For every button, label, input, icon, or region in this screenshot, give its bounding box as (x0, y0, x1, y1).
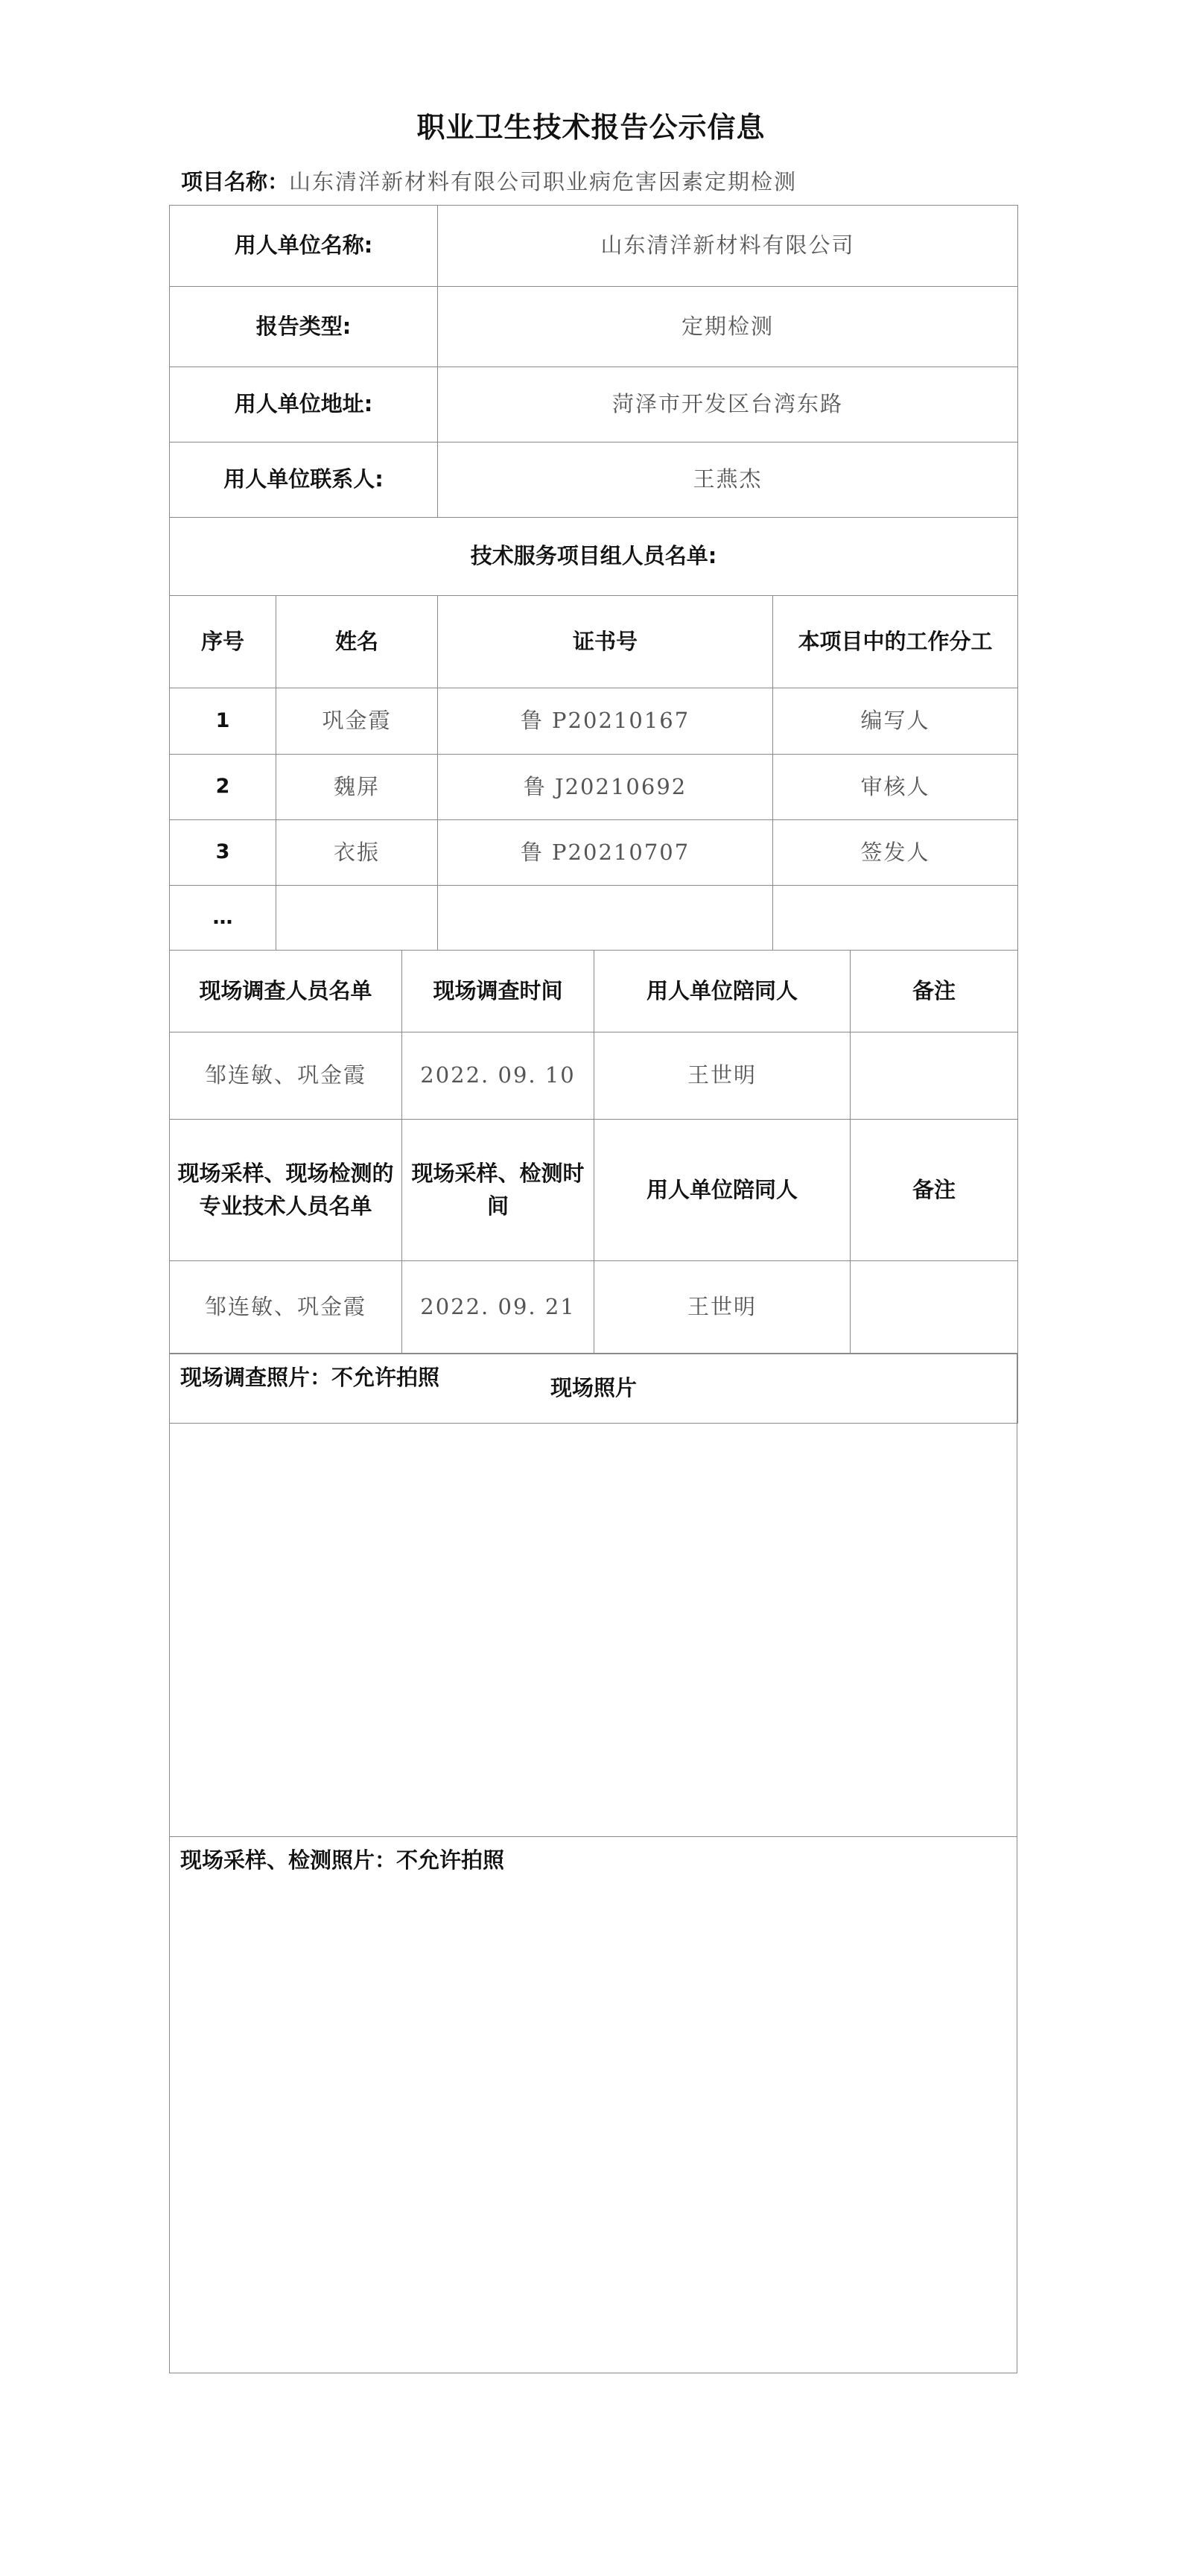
survey-staff-value: 邹连敏、巩金霞 (170, 1032, 402, 1120)
info-row (170, 206, 1018, 287)
photos-heading: 现场照片 (170, 1354, 1018, 1424)
sampling-header-row (170, 1120, 1018, 1261)
survey-remark-header: 备注 (851, 951, 1018, 1032)
col-header-role: 本项目中的工作分工 (773, 596, 1018, 688)
survey-time-value: 2022. 09. 10 (402, 1032, 594, 1120)
row-name: 巩金霞 (276, 688, 438, 755)
sampling-time-value: 2022. 09. 21 (402, 1261, 594, 1354)
photos-table (169, 1354, 1017, 2373)
sampling-photo-box: 现场采样、检测照片：不允许拍照 (170, 1837, 1017, 2373)
team-heading-row (170, 518, 1018, 596)
survey-escort-value: 王世明 (594, 1032, 851, 1120)
table-row (170, 886, 1018, 951)
report-type-label: 报告类型: (170, 287, 438, 367)
row-index: 1 (170, 688, 276, 755)
col-header-index: 序号 (170, 596, 276, 688)
employer-contact-label: 用人单位联系人: (170, 442, 438, 518)
row-role: 编写人 (773, 688, 1018, 755)
row-certificate: 鲁 P20210167 (438, 688, 773, 755)
table-row (170, 820, 1018, 886)
survey-remark-value (851, 1032, 1018, 1120)
info-team-table (169, 205, 1018, 951)
project-name-value: 山东清洋新材料有限公司职业病危害因素定期检测 (289, 169, 798, 194)
table-row (170, 755, 1018, 820)
row-certificate: 鲁 P20210707 (438, 820, 773, 886)
info-row (170, 367, 1018, 442)
row-name: 魏屏 (276, 755, 438, 820)
sampling-photo-row (170, 1837, 1017, 2373)
employer-address-value: 菏泽市开发区台湾东路 (438, 367, 1018, 442)
row-index: … (170, 886, 276, 951)
survey-sampling-table (169, 950, 1018, 1424)
col-header-name: 姓名 (276, 596, 438, 688)
report-type-value: 定期检测 (438, 287, 1018, 367)
document-title: 职业卫生技术报告公示信息 (416, 111, 766, 144)
sampling-escort-value: 王世明 (594, 1261, 851, 1354)
survey-photo-row (170, 1354, 1017, 1837)
row-role: 审核人 (773, 755, 1018, 820)
project-name-label: 项目名称： (181, 169, 290, 194)
survey-time-header: 现场调查时间 (402, 951, 594, 1032)
employer-name-label: 用人单位名称: (170, 206, 438, 287)
sampling-time-header: 现场采样、检测时间 (402, 1120, 594, 1261)
row-name (276, 886, 438, 951)
survey-photo-box: 现场调查照片：不允许拍照 (170, 1354, 1017, 1837)
row-certificate: 鲁 J20210692 (438, 755, 773, 820)
row-role: 签发人 (773, 820, 1018, 886)
row-role (773, 886, 1018, 951)
employer-address-label: 用人单位地址: (170, 367, 438, 442)
sampling-staff-header: 现场采样、现场检测的专业技术人员名单 (170, 1120, 402, 1261)
project-name (181, 165, 797, 196)
info-row (170, 442, 1018, 518)
team-header-row (170, 596, 1018, 688)
sampling-staff-value: 邹连敏、巩金霞 (170, 1261, 402, 1354)
survey-data-row (170, 1032, 1018, 1120)
sampling-remark-value (851, 1261, 1018, 1354)
team-heading: 技术服务项目组人员名单: (170, 518, 1018, 596)
info-row (170, 287, 1018, 367)
employer-contact-value: 王燕杰 (438, 442, 1018, 518)
employer-name-value: 山东清洋新材料有限公司 (438, 206, 1018, 287)
sampling-data-row (170, 1261, 1018, 1354)
row-index: 2 (170, 755, 276, 820)
survey-staff-header: 现场调查人员名单 (170, 951, 402, 1032)
row-index: 3 (170, 820, 276, 886)
survey-escort-header: 用人单位陪同人 (594, 951, 851, 1032)
table-row (170, 688, 1018, 755)
sampling-remark-header: 备注 (851, 1120, 1018, 1261)
col-header-certificate: 证书号 (438, 596, 773, 688)
survey-header-row (170, 951, 1018, 1032)
row-name: 衣振 (276, 820, 438, 886)
sampling-escort-header: 用人单位陪同人 (594, 1120, 851, 1261)
row-certificate (438, 886, 773, 951)
